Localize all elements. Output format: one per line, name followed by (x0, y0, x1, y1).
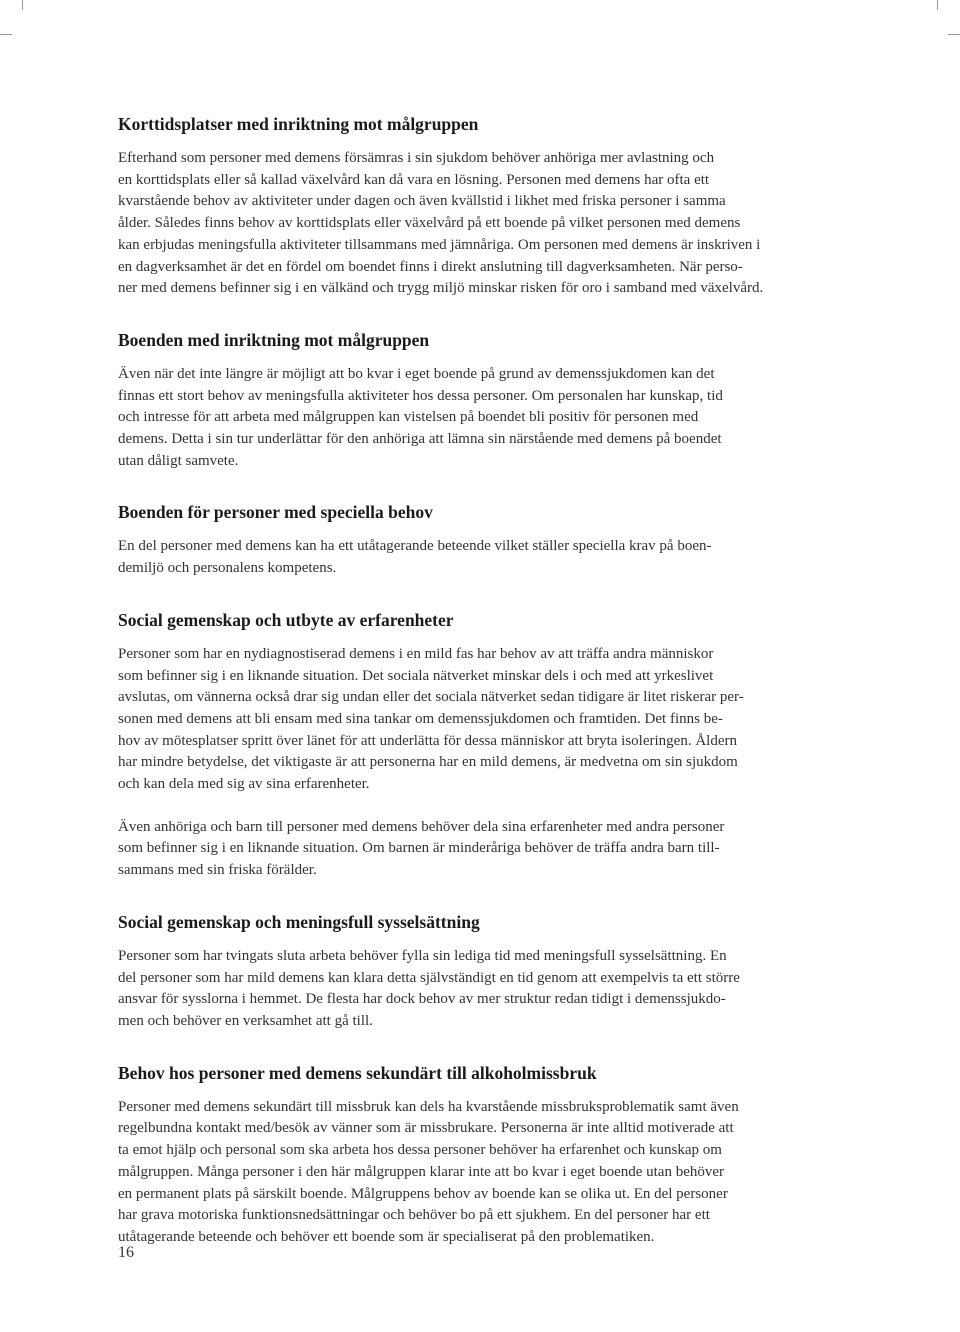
paragraph: Personer som har tvingats sluta arbeta behöver fylla sin lediga tid med meningsfull sysselsättning. En del personer som har mild demens kan klara detta självständigt en tid genom att exempelvis ta ett större ansvar för sysslorna i hemmet. De flesta har dock behov av mer struktur redan tidigt i demenssjukdo- men och behöver en verksamhet att gå till. (118, 947, 740, 1029)
section-korttidsplatser (118, 112, 848, 300)
paragraph: Personer med demens sekundärt till missbruk kan dels ha kvarstående missbruksproblematik samt även regelbundna kontakt med/besök av vänner som är missbrukare. Personerna är inte alltid motiverade att ta emot hjälp och personal som ska arbeta hos dessa personer behöver ha erfarenhet och kunskap om målgruppen. Många personer i den här målgruppen klarar inte att bo kvar i eget boende utan behöver en permanent plats på särskilt boende. Målgruppens behov av boende kan se olika ut. En del personer har grava motoriska funktionsnedsättningar och behöver bo på ett sjukhem. En del personer har ett utåtagerande beteende och behöver ett boende som är specialiserat på den problematiken. (118, 1098, 739, 1245)
paragraph: Personer som har en nydiagnostiserad demens i en mild fas har behov av att träffa andra människor som befinner sig i en liknande situation. Det sociala nätverket minskar dels i och med att yrkeslivet avslutas, om vännerna också drar sig undan eller det sociala nätverket sedan tidigare är litet riskerar per- sonen med demens att bli ensam med sina tankar om demenssjukdomen och framtiden. Det finns be- hov av mötesplatser spritt över länet för att underlätta för dessa människor att bryta isoleringen. Åldern har mindre betydelse, det viktigaste är att personerna har en mild demens, är medvetna om sin sjukdom och kan dela med sig av sina erfarenheter. (118, 645, 744, 793)
crop-mark-top-right-v (937, 0, 938, 10)
page-number: 16 (118, 1244, 134, 1261)
paragraph: En del personer med demens kan ha ett utåtagerande beteende vilket ställer speciella krav på boen- demiljö och personalens kompetens. (118, 538, 712, 577)
section-boenden-speciella-behov (118, 500, 848, 579)
page-content (118, 112, 848, 1277)
section-heading: Social gemenskap och meningsfull sysselsättning (118, 911, 480, 932)
section-heading: Social gemenskap och utbyte av erfarenheter (118, 609, 454, 630)
section-social-gemenskap-sysselsattning (118, 910, 848, 1033)
paragraph: Efterhand som personer med demens försämras i sin sjukdom behöver anhöriga mer avlastning och en korttidsplats eller så kallad växelvård kan då vara en lösning. Personen med demens har ofta ett kvarstående behov av aktiviteter under dagen och även kvällstid i likhet med friska personer i samma ålder. Således finns behov av korttidsplats eller växelvård på ett boende på vilket personen med demens kan erbjudas meningsfulla aktiviteter tillsammans med jämnåriga. Om personen med demens är inskriven i en dagverksamhet är det en fördel om boendet finns i direkt anslutning till dagverksamheten. När perso- ner med demens befinner sig i en välkänd och trygg miljö minskar risken för oro i samband med växelvård. (118, 150, 764, 297)
section-alkoholmissbruk (118, 1061, 848, 1249)
section-social-gemenskap-erfarenheter (118, 608, 848, 882)
section-heading: Korttidsplatser med inriktning mot målgruppen (118, 114, 479, 134)
crop-mark-top-left-v (22, 0, 23, 10)
paragraph: Även när det inte längre är möjligt att bo kvar i eget boende på grund av demenssjukdomen kan det finnas ett stort behov av meningsfulla aktiviteter hos dessa personer. Om personalen har kunskap, tid och intresse för att arbeta med målgruppen kan vistelsen på boendet bli positiv för personen med demens. Detta i sin tur underlättar för den anhöriga att lämna sin närstående med demens på boendet utan dåligt samvete. (118, 365, 723, 469)
section-heading: Boenden för personer med speciella behov (118, 502, 433, 523)
crop-mark-top-left-h (0, 34, 12, 35)
section-heading: Behov hos personer med demens sekundärt till alkoholmissbruk (118, 1062, 597, 1083)
section-boenden-inriktning (118, 328, 848, 473)
crop-mark-top-right-h (948, 34, 960, 35)
paragraph: Även anhöriga och barn till personer med demens behöver dela sina erfarenheter med andra personer som befinner sig i en liknande situation. Om barnen är minderåriga behöver de träffa andra barn till- sammans med sin friska förälder. (118, 818, 725, 879)
section-heading: Boenden med inriktning mot målgruppen (118, 329, 430, 350)
